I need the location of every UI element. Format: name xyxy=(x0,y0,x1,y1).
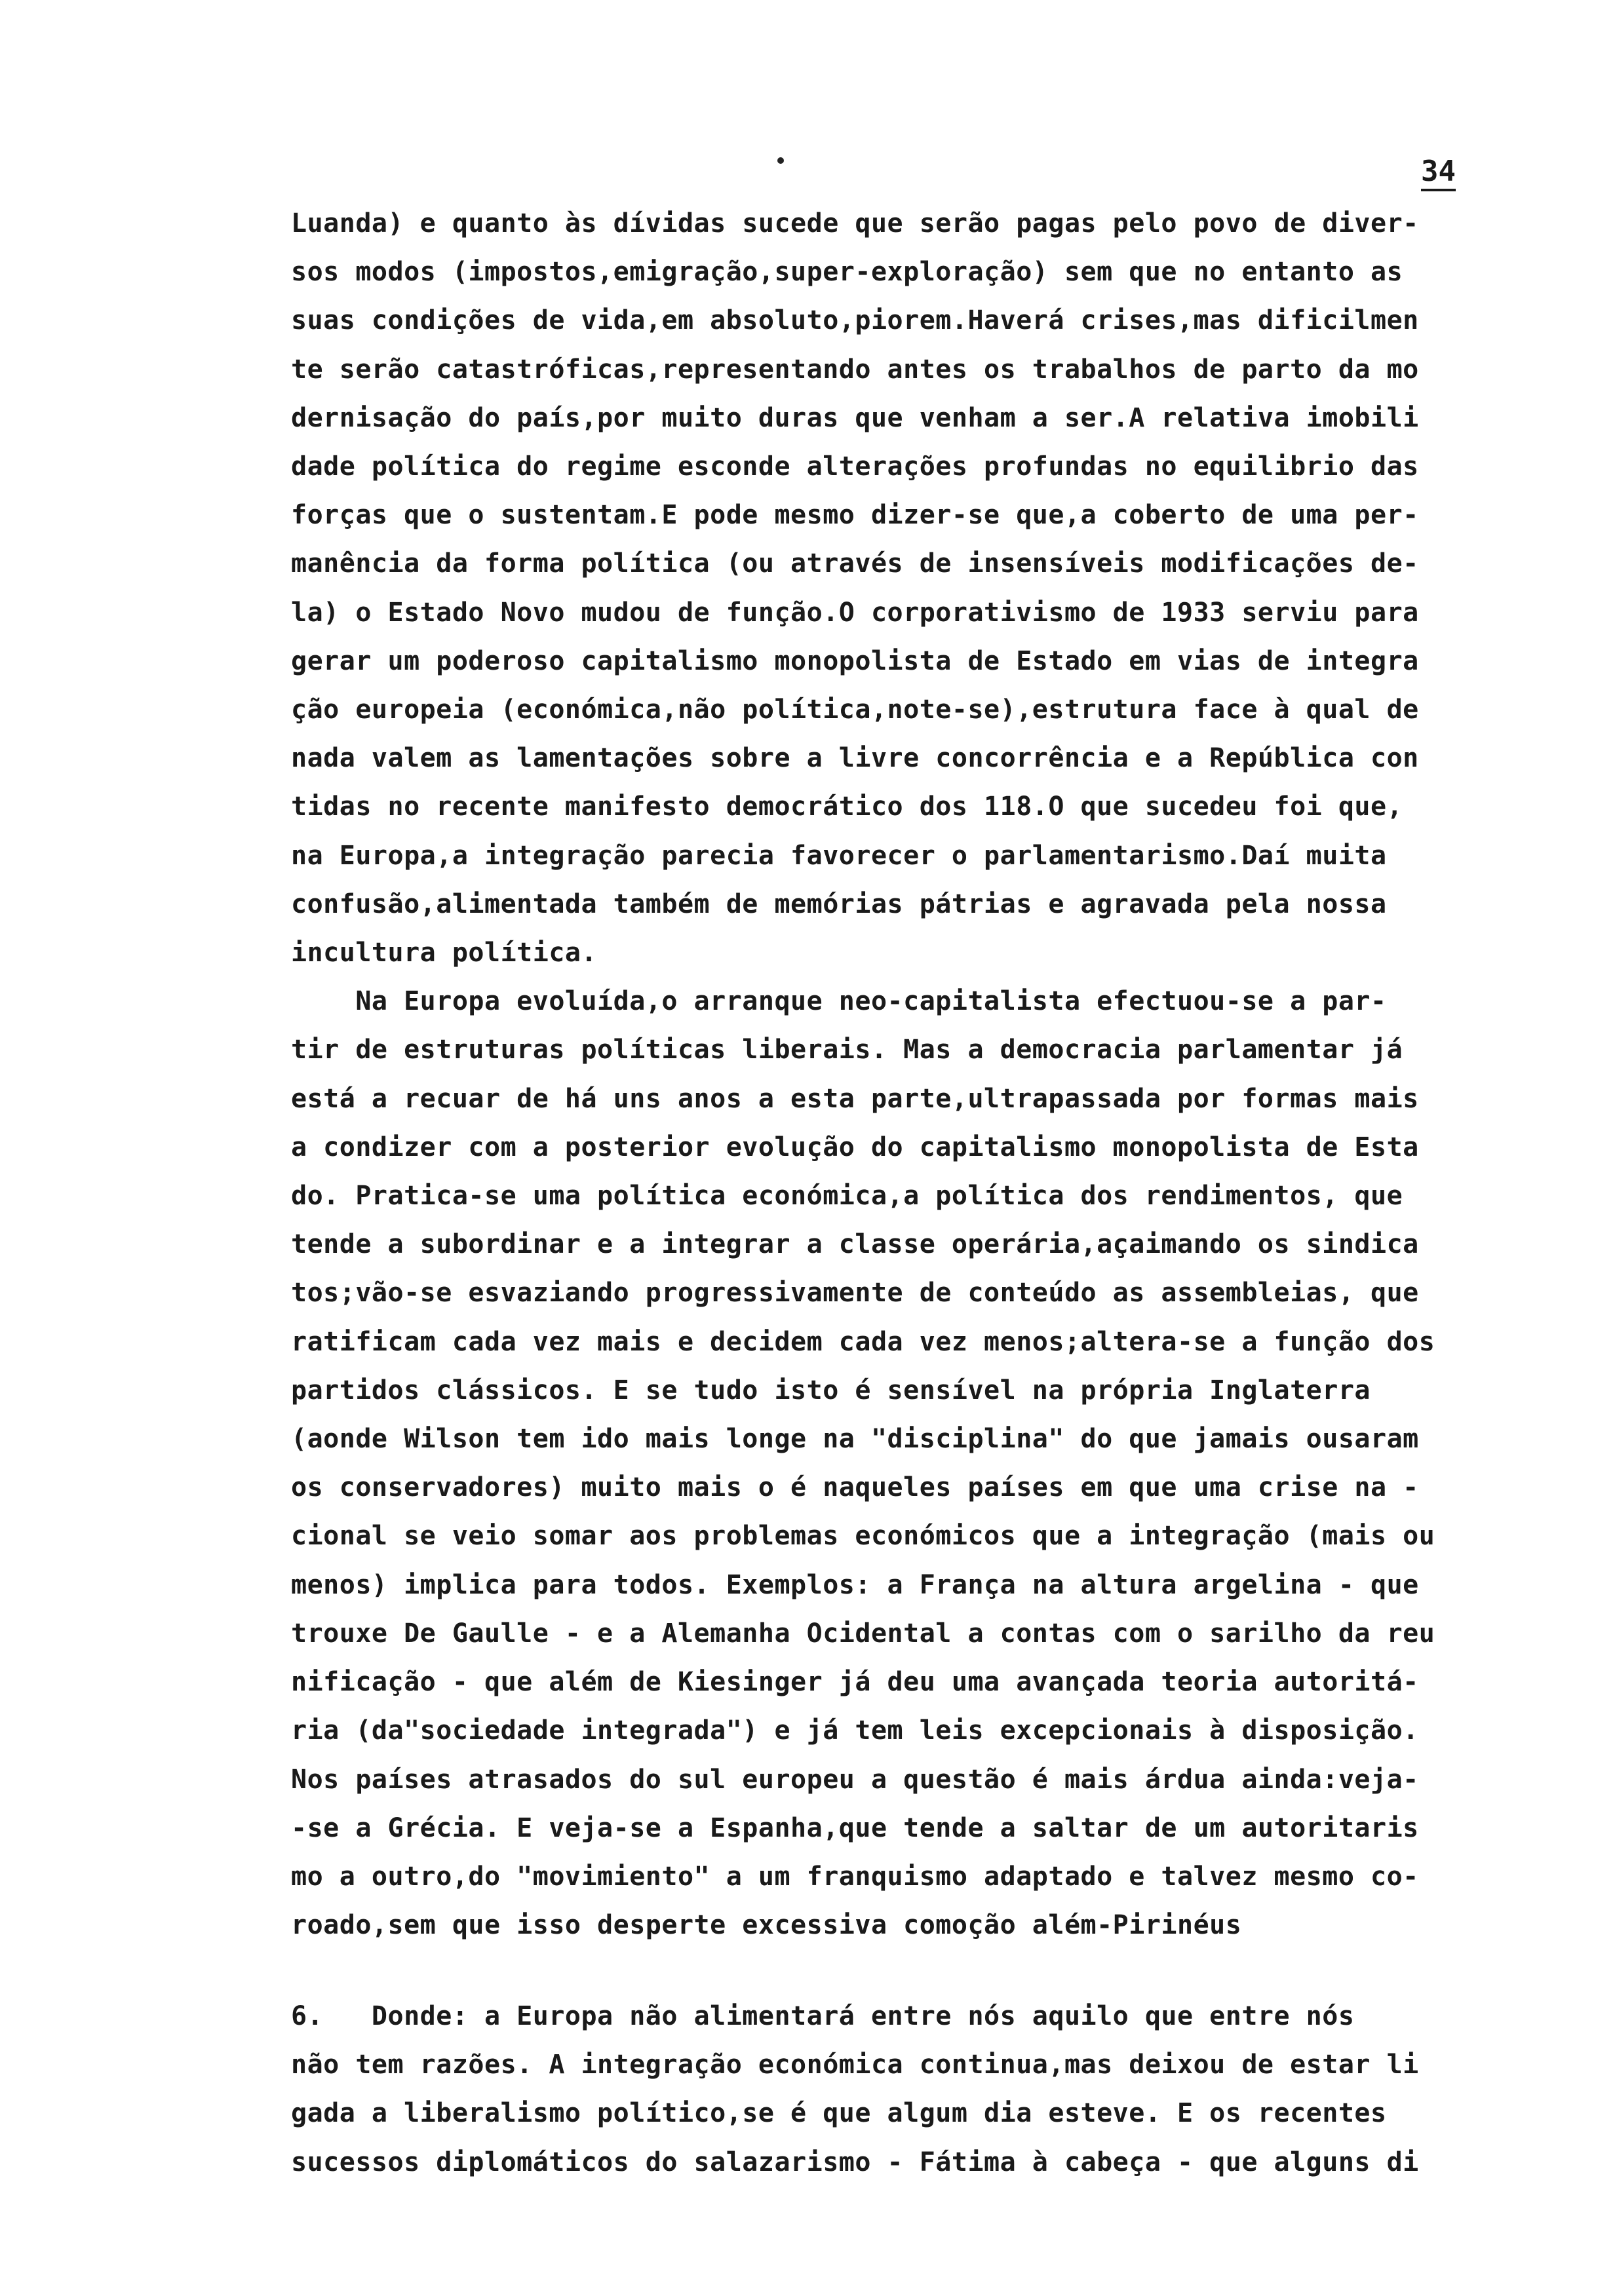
text-line: gerar um poderoso capitalismo monopolista de Estado em vias de integra xyxy=(291,645,1419,676)
text-line: Luanda) e quanto às dívidas sucede que serão pagas pelo povo de diver- xyxy=(291,208,1419,239)
text-line: 6. Donde: a Europa não alimentará entre nós aquilo que entre nós xyxy=(291,2001,1355,2031)
text-line: não tem razões. A integração económica continua,mas deixou de estar li xyxy=(291,2050,1419,2080)
text-line: dernisação do país,por muito duras que venham a ser.A relativa imobili xyxy=(291,402,1419,433)
text-line: está a recuar de há uns anos a esta parte,ultrapassada por formas mais xyxy=(291,1083,1419,1114)
text-line: ratificam cada vez mais e decidem cada vez menos;altera-se a função dos xyxy=(291,1326,1435,1357)
text-line: roado,sem que isso desperte excessiva comoção além-Pirinéus xyxy=(291,1910,1242,1941)
text-line: nada valem as lamentações sobre a livre concorrência e a República con xyxy=(291,743,1419,774)
text-line: confusão,alimentada também de memórias pátrias e agravada pela nossa xyxy=(291,889,1387,919)
text-line: partidos clássicos. E se tudo isto é sensível na própria Inglaterra xyxy=(291,1375,1371,1406)
text-line: Na Europa evoluída,o arranque neo-capitalista efectuou-se a par- xyxy=(291,986,1387,1017)
text-line: na Europa,a integração parecia favorecer o parlamentarismo.Daí muita xyxy=(291,840,1387,871)
text-line: sos modos (impostos,emigração,super-exploração) sem que no entanto as xyxy=(291,257,1403,288)
text-line: Nos países atrasados do sul europeu a questão é mais árdua ainda:veja- xyxy=(291,1764,1419,1795)
text-line: te serão catastróficas,representando antes os trabalhos de parto da mo xyxy=(291,354,1419,385)
text-line: cional se veio somar aos problemas económicos que a integração (mais ou xyxy=(291,1521,1435,1552)
text-line: incultura política. xyxy=(291,938,598,968)
body-text-top xyxy=(291,199,1523,1949)
text-line: do. Pratica-se uma política económica,a política dos rendimentos, que xyxy=(291,1181,1403,1212)
text-line: tidas no recente manifesto democrático dos 118.O que sucedeu foi que, xyxy=(291,792,1403,822)
page-number: 34 xyxy=(1421,155,1456,191)
text-line: dade política do regime esconde alterações profundas no equilibrio das xyxy=(291,451,1419,482)
text-line: (aonde Wilson tem ido mais longe na "disciplina" do que jamais ousaram xyxy=(291,1424,1419,1455)
text-line: la) o Estado Novo mudou de função.O corporativismo de 1933 serviu para xyxy=(291,597,1419,628)
text-line: ção europeia (económica,não política,note-se),estrutura face à qual de xyxy=(291,695,1419,725)
body-text-bottom xyxy=(291,1992,1523,2187)
text-line: nificação - que além de Kiesinger já deu uma avançada teoria autoritá- xyxy=(291,1667,1419,1698)
text-line: sucessos diplomáticos do salazarismo - Fátima à cabeça - que alguns di xyxy=(291,2147,1419,2177)
text-line: tende a subordinar e a integrar a classe operária,açaimando os sindica xyxy=(291,1229,1419,1260)
text-line: suas condições de vida,em absoluto,piorem.Haverá crises,mas dificilmen xyxy=(291,305,1419,336)
ink-dot xyxy=(777,157,784,164)
text-line: os conservadores) muito mais o é naqueles países em que uma crise na - xyxy=(291,1472,1419,1503)
text-line: tos;vão-se esvaziando progressivamente de conteúdo as assembleias, que xyxy=(291,1278,1419,1309)
text-line: menos) implica para todos. Exemplos: a França na altura argelina - que xyxy=(291,1569,1419,1600)
text-line: a condizer com a posterior evolução do capitalismo monopolista de Esta xyxy=(291,1132,1419,1162)
text-line: ria (da"sociedade integrada") e já tem leis excepcionais à disposição. xyxy=(291,1715,1419,1746)
text-line: tir de estruturas políticas liberais. Mas a democracia parlamentar já xyxy=(291,1035,1403,1065)
text-line: -se a Grécia. E veja-se a Espanha,que tende a saltar de um autoritaris xyxy=(291,1812,1419,1843)
text-line: manência da forma política (ou através de insensíveis modificações de- xyxy=(291,548,1419,579)
text-line: gada a liberalismo político,se é que algum dia esteve. E os recentes xyxy=(291,2098,1387,2129)
text-line: mo a outro,do "movimiento" a um franquismo adaptado e talvez mesmo co- xyxy=(291,1861,1419,1892)
text-line: forças que o sustentam.E pode mesmo dizer-se que,a coberto de uma per- xyxy=(291,500,1419,531)
text-line: trouxe De Gaulle - e a Alemanha Ocidental a contas com o sarilho da reu xyxy=(291,1618,1435,1649)
